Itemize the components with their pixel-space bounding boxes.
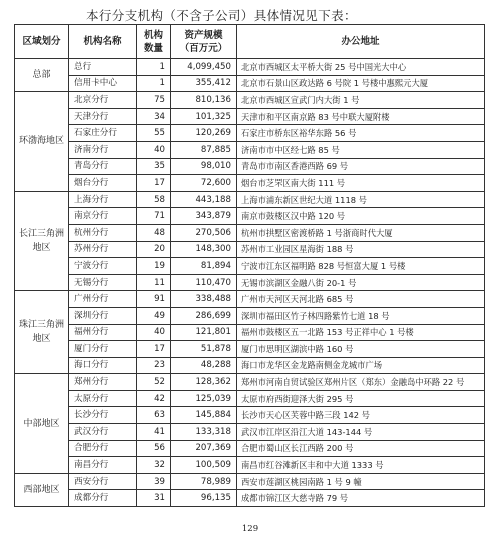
header-count-line1: 机构 bbox=[143, 29, 163, 41]
branch-count-cell: 49 bbox=[137, 307, 171, 324]
header-assets-line1: 资产规模 bbox=[184, 29, 223, 41]
region-cell: 中部地区 bbox=[15, 374, 69, 474]
table-row bbox=[15, 141, 485, 158]
branch-count-cell: 34 bbox=[137, 108, 171, 125]
table-row bbox=[15, 125, 485, 142]
branch-address-cell: 苏州市工业园区星海街 188 号 bbox=[237, 241, 485, 258]
branch-name-cell: 烟台分行 bbox=[69, 175, 137, 192]
branch-address-cell: 合肥市蜀山区长江西路 200 号 bbox=[237, 440, 485, 457]
branch-address-cell: 西安市莲湖区桃园南路 1 号 9 幢 bbox=[237, 473, 485, 490]
region-line: 环渤海地区 bbox=[18, 136, 64, 147]
branch-assets-cell: 81,894 bbox=[171, 258, 237, 275]
branch-name-cell: 合肥分行 bbox=[69, 440, 137, 457]
branch-assets-cell: 120,269 bbox=[171, 125, 237, 142]
branch-address-cell: 北京市西城区太平桥大街 25 号中国光大中心 bbox=[237, 59, 485, 76]
branch-name-cell: 南京分行 bbox=[69, 208, 137, 225]
branch-address-cell: 海口市龙华区金龙路南侧金龙城市广场 bbox=[237, 357, 485, 374]
branch-address-cell: 上海市浦东新区世纪大道 1118 号 bbox=[237, 191, 485, 208]
branch-count-cell: 17 bbox=[137, 341, 171, 358]
branch-address-cell: 天津市和平区南京路 83 号中联大厦附楼 bbox=[237, 108, 485, 125]
branch-count-cell: 1 bbox=[137, 59, 171, 76]
branch-count-cell: 40 bbox=[137, 324, 171, 341]
branch-name-cell: 太原分行 bbox=[69, 390, 137, 407]
region-cell bbox=[15, 191, 69, 291]
branch-assets-cell: 48,288 bbox=[171, 357, 237, 374]
header-count bbox=[137, 25, 171, 59]
table-row bbox=[15, 175, 485, 192]
table-row bbox=[15, 108, 485, 125]
table-row bbox=[15, 59, 485, 76]
branch-name-cell: 广州分行 bbox=[69, 291, 137, 308]
branch-count-cell: 48 bbox=[137, 224, 171, 241]
table-row bbox=[15, 241, 485, 258]
region-line: 珠江三角洲 bbox=[18, 320, 64, 331]
branch-count-cell: 31 bbox=[137, 490, 171, 507]
branch-address-cell: 深圳市福田区竹子林四路紫竹七道 18 号 bbox=[237, 307, 485, 324]
region-line: 地区 bbox=[32, 243, 51, 254]
branch-name-cell: 西安分行 bbox=[69, 473, 137, 490]
table-row bbox=[15, 341, 485, 358]
table-row bbox=[15, 357, 485, 374]
branch-name-cell: 厦门分行 bbox=[69, 341, 137, 358]
branch-address-cell: 青岛市市南区香港西路 69 号 bbox=[237, 158, 485, 175]
branch-address-cell: 烟台市芝罘区南大街 111 号 bbox=[237, 175, 485, 192]
branch-name-cell: 总行 bbox=[69, 59, 137, 76]
branch-count-cell: 40 bbox=[137, 141, 171, 158]
branch-assets-cell: 125,039 bbox=[171, 390, 237, 407]
branch-assets-cell: 343,879 bbox=[171, 208, 237, 225]
branch-count-cell: 32 bbox=[137, 457, 171, 474]
branch-count-cell: 63 bbox=[137, 407, 171, 424]
branch-name-cell: 石家庄分行 bbox=[69, 125, 137, 142]
branch-name-cell: 武汉分行 bbox=[69, 424, 137, 441]
branch-name-cell: 深圳分行 bbox=[69, 307, 137, 324]
branch-name-cell: 成都分行 bbox=[69, 490, 137, 507]
table-row bbox=[15, 307, 485, 324]
header-assets-line2: （百万元） bbox=[179, 42, 228, 54]
table-body bbox=[15, 59, 485, 507]
branch-assets-cell: 286,699 bbox=[171, 307, 237, 324]
branch-count-cell: 42 bbox=[137, 390, 171, 407]
table-row bbox=[15, 92, 485, 109]
branch-count-cell: 39 bbox=[137, 473, 171, 490]
region-cell bbox=[15, 92, 69, 192]
branch-count-cell: 20 bbox=[137, 241, 171, 258]
branch-assets-cell: 148,300 bbox=[171, 241, 237, 258]
branch-name-cell: 信用卡中心 bbox=[69, 75, 137, 92]
branch-count-cell: 41 bbox=[137, 424, 171, 441]
branch-address-cell: 北京市石景山区政达路 6 号院 1 号楼中惠熙元大厦 bbox=[237, 75, 485, 92]
branch-assets-cell: 355,412 bbox=[171, 75, 237, 92]
branch-assets-cell: 145,884 bbox=[171, 407, 237, 424]
table-row bbox=[15, 390, 485, 407]
branch-address-cell: 南昌市红谷滩新区丰和中大道 1333 号 bbox=[237, 457, 485, 474]
branch-address-cell: 北京市西城区宣武门内大街 1 号 bbox=[237, 92, 485, 109]
table-row bbox=[15, 158, 485, 175]
branch-count-cell: 11 bbox=[137, 274, 171, 291]
header-region: 区域划分 bbox=[15, 25, 69, 59]
branch-count-cell: 1 bbox=[137, 75, 171, 92]
branch-name-cell: 杭州分行 bbox=[69, 224, 137, 241]
branch-assets-cell: 98,010 bbox=[171, 158, 237, 175]
region-cell: 总部 bbox=[15, 59, 69, 92]
branch-assets-cell: 810,136 bbox=[171, 92, 237, 109]
region-line: 地区 bbox=[32, 334, 51, 345]
branch-name-cell: 海口分行 bbox=[69, 357, 137, 374]
table-row bbox=[15, 457, 485, 474]
branch-assets-cell: 128,362 bbox=[171, 374, 237, 391]
branch-name-cell: 无锡分行 bbox=[69, 274, 137, 291]
branch-name-cell: 天津分行 bbox=[69, 108, 137, 125]
table-row bbox=[15, 424, 485, 441]
branch-address-cell: 南京市鼓楼区汉中路 120 号 bbox=[237, 208, 485, 225]
branch-address-cell: 宁波市江东区福明路 828 号恒富大厦 1 号楼 bbox=[237, 258, 485, 275]
branch-assets-cell: 96,135 bbox=[171, 490, 237, 507]
table-row bbox=[15, 407, 485, 424]
branch-assets-cell: 78,989 bbox=[171, 473, 237, 490]
table-row bbox=[15, 291, 485, 308]
branch-address-cell: 济南市市中区经七路 85 号 bbox=[237, 141, 485, 158]
branch-table bbox=[14, 24, 485, 507]
branch-count-cell: 17 bbox=[137, 175, 171, 192]
branch-name-cell: 南昌分行 bbox=[69, 457, 137, 474]
branch-address-cell: 太原市府西街迎泽大街 295 号 bbox=[237, 390, 485, 407]
region-cell bbox=[15, 291, 69, 374]
table-caption: 本行分支机构（不含子公司）具体情况见下表： bbox=[86, 8, 357, 23]
branch-address-cell: 武汉市江岸区沿江大道 143-144 号 bbox=[237, 424, 485, 441]
branch-count-cell: 91 bbox=[137, 291, 171, 308]
table-row bbox=[15, 75, 485, 92]
branch-assets-cell: 87,885 bbox=[171, 141, 237, 158]
table-header-row bbox=[15, 25, 485, 59]
branch-count-cell: 71 bbox=[137, 208, 171, 225]
branch-name-cell: 宁波分行 bbox=[69, 258, 137, 275]
branch-name-cell: 郑州分行 bbox=[69, 374, 137, 391]
page-number: 129 bbox=[241, 524, 259, 534]
branch-address-cell: 广州市天河区天河北路 685 号 bbox=[237, 291, 485, 308]
branch-address-cell: 长沙市天心区芙蓉中路三段 142 号 bbox=[237, 407, 485, 424]
table-row bbox=[15, 208, 485, 225]
region-cell: 西部地区 bbox=[15, 473, 69, 506]
branch-assets-cell: 72,600 bbox=[171, 175, 237, 192]
branch-assets-cell: 101,325 bbox=[171, 108, 237, 125]
branch-address-cell: 郑州市河南自贸试验区郑州片区（郑东）金融岛中环路 22 号 bbox=[237, 374, 485, 391]
branch-name-cell: 苏州分行 bbox=[69, 241, 137, 258]
branch-name-cell: 上海分行 bbox=[69, 191, 137, 208]
branch-count-cell: 19 bbox=[137, 258, 171, 275]
branch-assets-cell: 270,506 bbox=[171, 224, 237, 241]
branch-name-cell: 长沙分行 bbox=[69, 407, 137, 424]
header-branch-name: 机构名称 bbox=[69, 25, 137, 59]
branch-count-cell: 52 bbox=[137, 374, 171, 391]
table-row bbox=[15, 374, 485, 391]
table-row bbox=[15, 224, 485, 241]
branch-count-cell: 23 bbox=[137, 357, 171, 374]
header-assets bbox=[171, 25, 237, 59]
branch-count-cell: 55 bbox=[137, 125, 171, 142]
branch-assets-cell: 4,099,450 bbox=[171, 59, 237, 76]
branch-name-cell: 北京分行 bbox=[69, 92, 137, 109]
table-row bbox=[15, 490, 485, 507]
branch-assets-cell: 133,318 bbox=[171, 424, 237, 441]
branch-address-cell: 石家庄市桥东区裕华东路 56 号 bbox=[237, 125, 485, 142]
region-line: 长江三角洲 bbox=[18, 229, 64, 240]
branch-count-cell: 75 bbox=[137, 92, 171, 109]
header-count-line2: 数量 bbox=[143, 42, 163, 54]
branch-address-cell: 无锡市滨湖区金融八街 20-1 号 bbox=[237, 274, 485, 291]
branch-name-cell: 青岛分行 bbox=[69, 158, 137, 175]
header-address: 办公地址 bbox=[237, 25, 485, 59]
branch-assets-cell: 100,509 bbox=[171, 457, 237, 474]
branch-assets-cell: 443,188 bbox=[171, 191, 237, 208]
branch-address-cell: 成都市锦江区大慈寺路 79 号 bbox=[237, 490, 485, 507]
table-row bbox=[15, 440, 485, 457]
branch-address-cell: 福州市鼓楼区五一北路 153 号正祥中心 1 号楼 bbox=[237, 324, 485, 341]
branch-address-cell: 杭州市拱墅区密渡桥路 1 号浙商时代大厦 bbox=[237, 224, 485, 241]
table-row bbox=[15, 191, 485, 208]
branch-name-cell: 福州分行 bbox=[69, 324, 137, 341]
branch-assets-cell: 338,488 bbox=[171, 291, 237, 308]
branch-assets-cell: 110,470 bbox=[171, 274, 237, 291]
branch-name-cell: 济南分行 bbox=[69, 141, 137, 158]
branch-assets-cell: 51,878 bbox=[171, 341, 237, 358]
branch-count-cell: 58 bbox=[137, 191, 171, 208]
table-row bbox=[15, 258, 485, 275]
table-row bbox=[15, 274, 485, 291]
branch-assets-cell: 121,801 bbox=[171, 324, 237, 341]
branch-count-cell: 35 bbox=[137, 158, 171, 175]
table-row bbox=[15, 324, 485, 341]
branch-assets-cell: 207,369 bbox=[171, 440, 237, 457]
branch-address-cell: 厦门市思明区湖滨中路 160 号 bbox=[237, 341, 485, 358]
branch-count-cell: 56 bbox=[137, 440, 171, 457]
table-row bbox=[15, 473, 485, 490]
